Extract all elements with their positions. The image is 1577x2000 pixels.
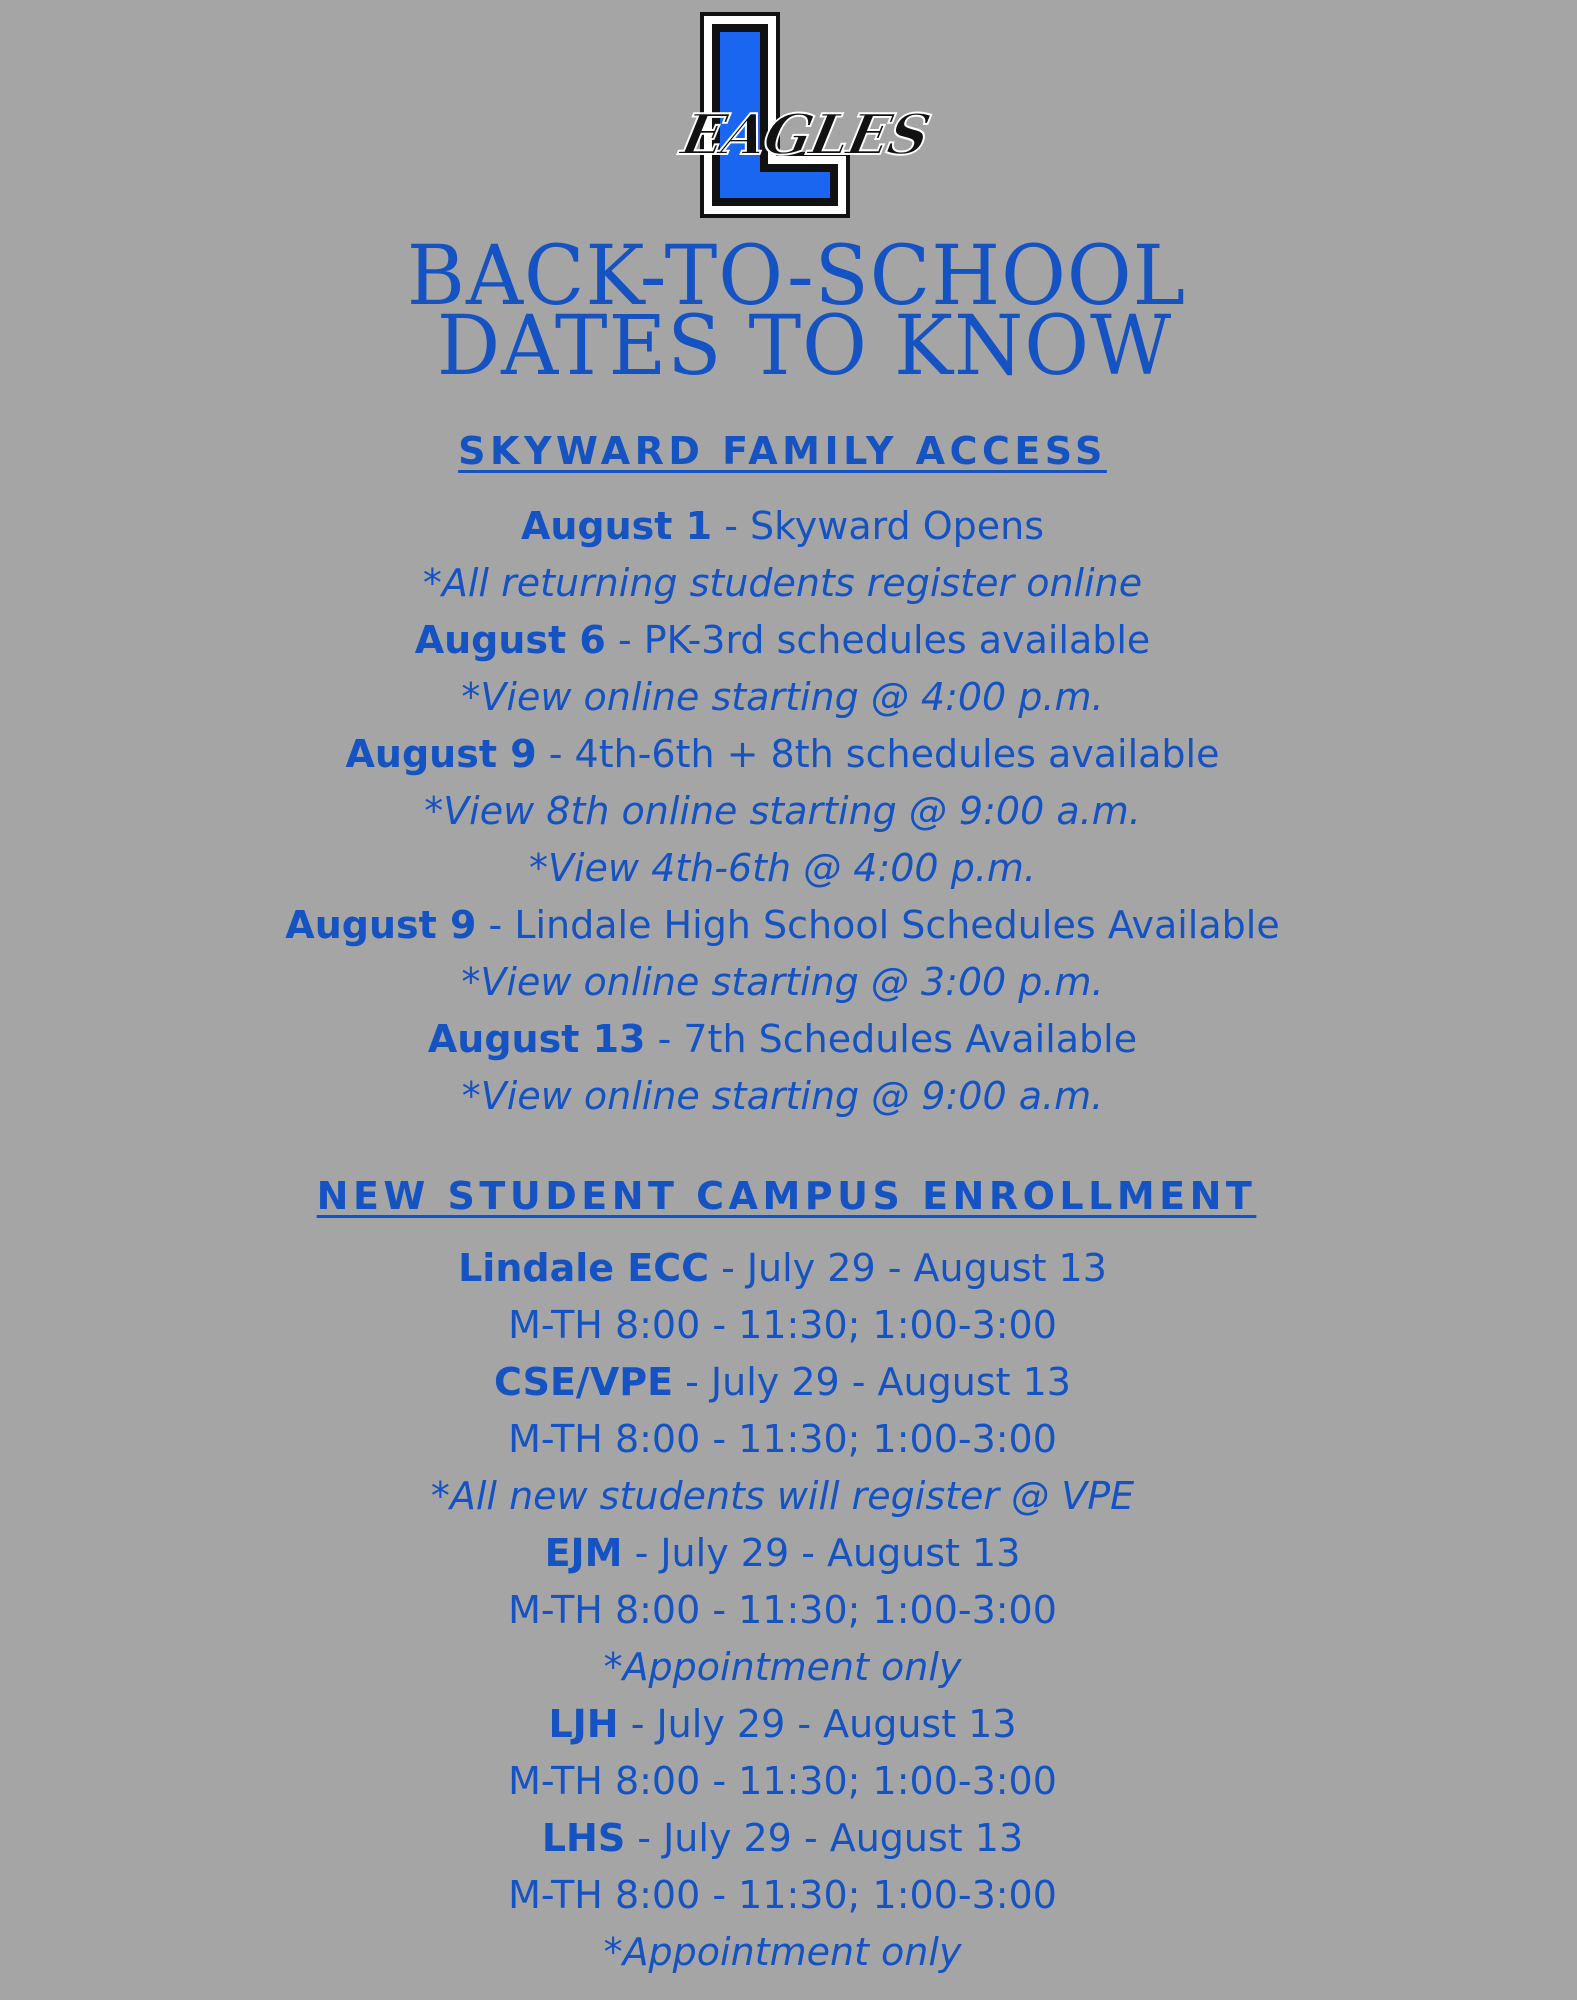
list-item: *Appointment only [603, 1930, 962, 1974]
item-label: Lindale ECC [458, 1246, 709, 1290]
list-item: *View online starting @ 3:00 p.m. [461, 960, 1104, 1004]
page-title-line-2: DATES TO KNOW [436, 298, 1173, 394]
list-item: *View 4th-6th @ 4:00 p.m. [529, 846, 1036, 890]
list-item [10, 498, 1555, 555]
page-title-line-1: BACK-TO-SCHOOL [406, 228, 1187, 324]
skyward-date-list [10, 498, 1555, 1125]
item-label: EJM [544, 1531, 623, 1575]
item-detail: - PK-3rd schedules available [605, 618, 1151, 662]
list-item [10, 897, 1555, 954]
item-detail: - Lindale High School Schedules Available [476, 903, 1280, 947]
list-item: M-TH 8:00 - 11:30; 1:00-3:00 [508, 1759, 1057, 1803]
list-item [10, 1240, 1555, 1297]
item-label: CSE/VPE [494, 1360, 674, 1404]
item-detail: - July 29 - August 13 [625, 1816, 1024, 1860]
item-label: LHS [541, 1816, 626, 1860]
item-label: LJH [548, 1702, 619, 1746]
item-detail: - July 29 - August 13 [673, 1360, 1071, 1404]
enrollment-list [10, 1240, 1555, 1981]
list-item [10, 612, 1555, 669]
item-label: August 1 [520, 504, 713, 548]
list-item [10, 1525, 1555, 1582]
list-item: M-TH 8:00 - 11:30; 1:00-3:00 [508, 1417, 1057, 1461]
list-item [10, 1011, 1555, 1068]
item-label: August 13 [427, 1017, 646, 1061]
list-item: *Appointment only [603, 1645, 962, 1689]
list-item: M-TH 8:00 - 11:30; 1:00-3:00 [508, 1303, 1057, 1347]
item-label: August 9 [285, 903, 477, 947]
list-item [10, 1354, 1555, 1411]
item-detail: - Skyward Opens [712, 504, 1045, 548]
item-detail: - 4th-6th + 8th schedules available [536, 732, 1220, 776]
skyward-section-heading: SKYWARD FAMILY ACCESS [458, 429, 1107, 473]
list-item [10, 1696, 1555, 1753]
list-item [10, 1810, 1555, 1867]
item-detail: - July 29 - August 13 [618, 1702, 1017, 1746]
logo-word: EAGLES [675, 102, 935, 168]
list-item: *All returning students register online [422, 561, 1143, 605]
list-item: *All new students will register @ VPE [430, 1474, 1135, 1518]
item-detail: - July 29 - August 13 [708, 1246, 1107, 1290]
list-item: *View 8th online starting @ 9:00 a.m. [424, 789, 1141, 833]
list-item: M-TH 8:00 - 11:30; 1:00-3:00 [508, 1588, 1057, 1632]
item-detail: - July 29 - August 13 [622, 1531, 1021, 1575]
list-item: M-TH 8:00 - 11:30; 1:00-3:00 [508, 1873, 1057, 1917]
enrollment-section-heading: NEW STUDENT CAMPUS ENROLLMENT [316, 1174, 1257, 1218]
eagles-logo [670, 14, 935, 216]
item-detail: - 7th Schedules Available [645, 1017, 1138, 1061]
item-label: August 6 [414, 618, 606, 662]
item-label: August 9 [345, 732, 537, 776]
list-item: *View online starting @ 4:00 p.m. [461, 675, 1104, 719]
list-item: *View online starting @ 9:00 a.m. [461, 1074, 1104, 1118]
list-item [10, 726, 1555, 783]
